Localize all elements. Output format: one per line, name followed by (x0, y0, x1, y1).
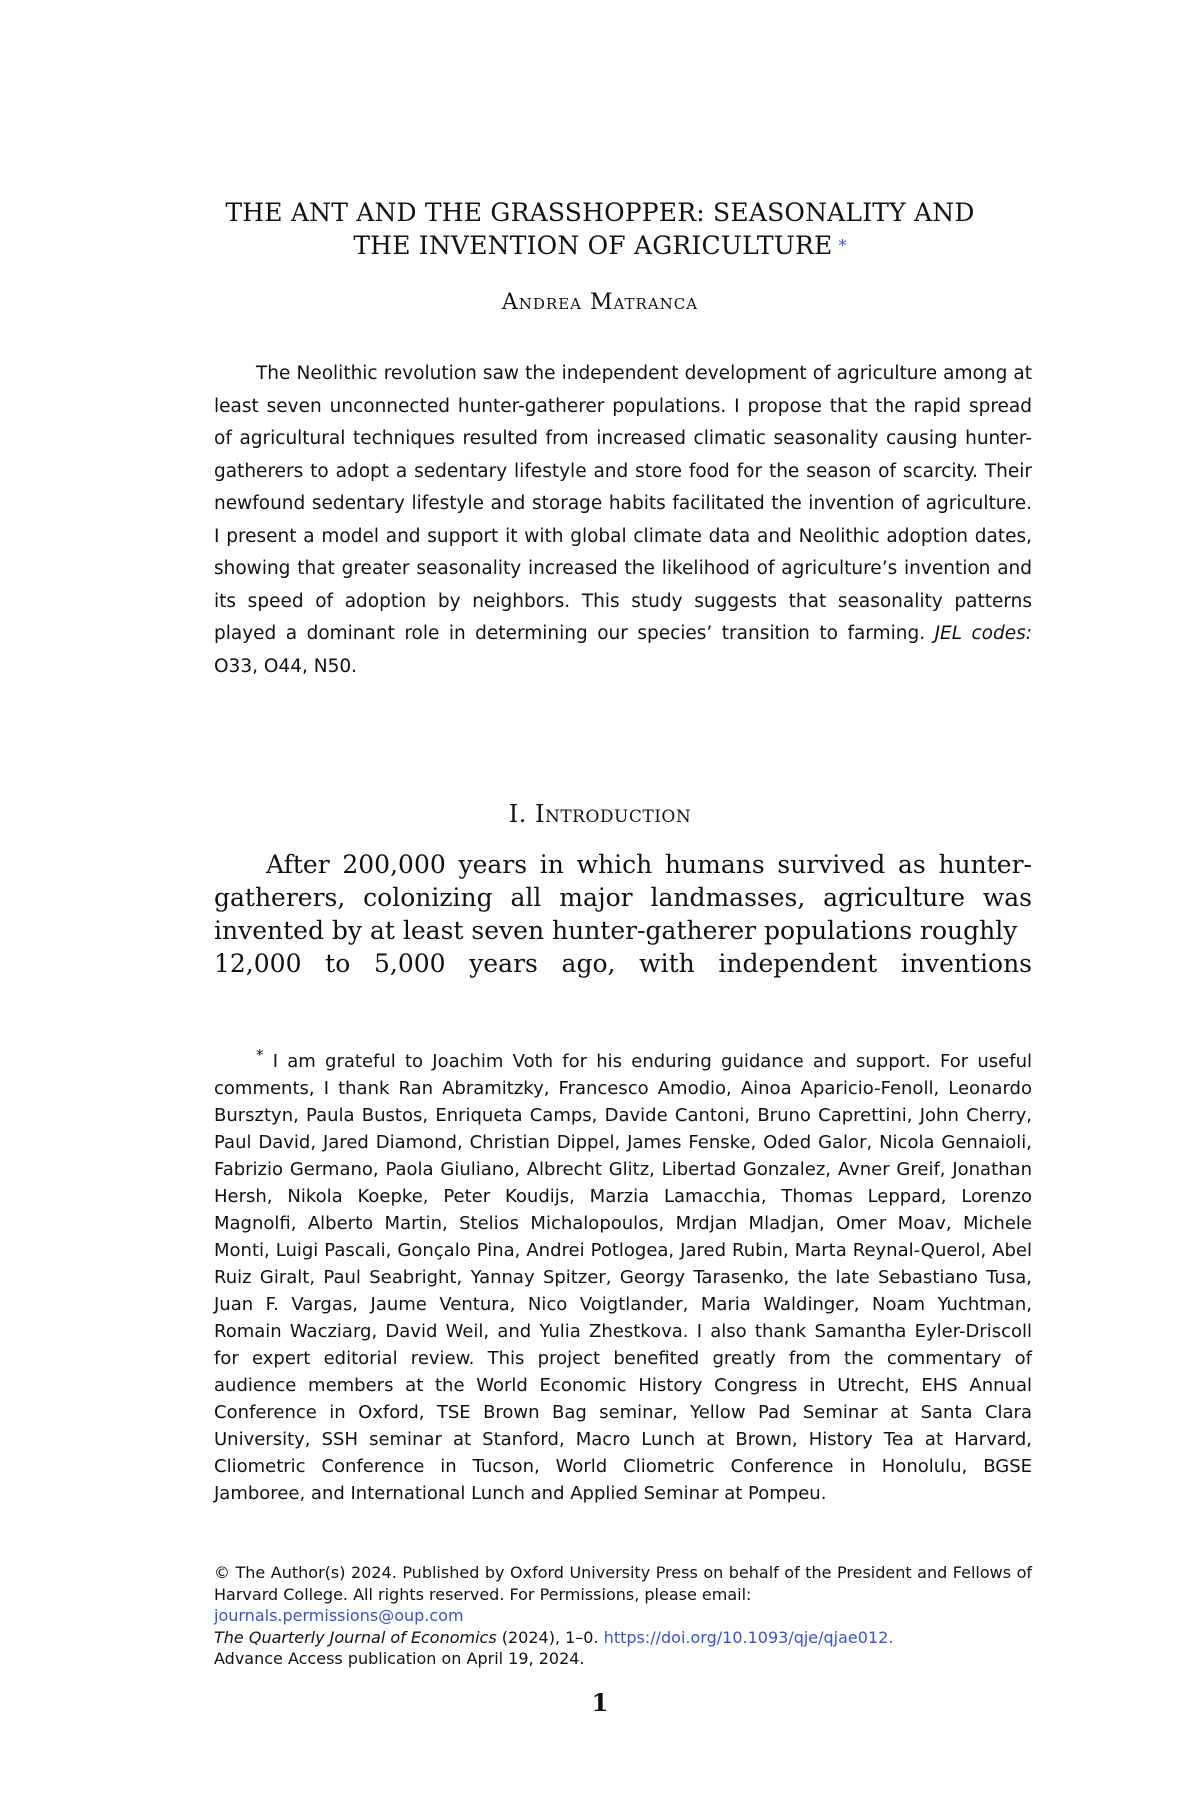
title-line-2 (180, 229, 1020, 262)
author-name: Andrea Matranca (501, 290, 699, 315)
abstract (214, 358, 1032, 683)
citation-line (214, 1627, 1032, 1649)
intro-last-line: 12,000 to 5,000 years ago, with independent inventions (214, 949, 1032, 978)
title-footnote-mark[interactable]: * (838, 236, 847, 255)
journal-name: The Quarterly Journal of Economics (214, 1627, 497, 1647)
permissions-email-link[interactable]: journals.permissions@oup.com (214, 1606, 464, 1625)
intro-paragraph (214, 848, 1032, 980)
title-line-2-text: THE INVENTION OF AGRICULTURE (353, 231, 833, 260)
advance-access-line: Advance Access publication on April 19, 2024. (214, 1649, 585, 1668)
intro-text: After 200,000 years in which humans survived as hunter-gatherers, colonizing all major landmasses, agriculture was invented by at least seven hunter-gatherer populations roughly (214, 850, 1032, 945)
jel-codes: O33, O44, N50. (214, 655, 357, 677)
acknowledgment-footnote (214, 1042, 1032, 1507)
section-heading (180, 800, 1020, 828)
abstract-text: The Neolithic revolution saw the independent development of agriculture among at least seven unconnected hunter-gatherer populations. I propose that the rapid spread of agricultural techniques resulted from increased climatic seasonality causing hunter-gatherers to adopt a sedentary lifestyle and store food for the season of scarcity. Their newfound sedentary lifestyle and storage habits facilitated the invention of agriculture. I present a model and support it with global climate data and Neolithic adoption dates, showing that greater seasonality increased the likelihood of agriculture’s invention and its speed of adoption by neighbors. This study suggests that seasonality patterns played a dominant role in determining our species’ transition to farming. (214, 363, 1032, 644)
section-title: Introduction (534, 800, 692, 828)
footnote-mark: * (256, 1046, 264, 1064)
copyright-text: © The Author(s) 2024. Published by Oxford University Press on behalf of the President and Fellows of Harvard College. All rights reserved. For Permissions, please email: (214, 1563, 1032, 1604)
title-line-1: THE ANT AND THE GRASSHOPPER: SEASONALITY AND (225, 198, 975, 227)
copyright-block (214, 1562, 1032, 1670)
paper-title (180, 196, 1020, 262)
page-number: 1 (591, 1688, 609, 1717)
footnote-text: I am grateful to Joachim Voth for his enduring guidance and support. For useful comments, I thank Ran Abramitzky, Francesco Amodio, Ainoa Aparicio-Fenoll, Leonardo Bursztyn, Paula Bustos, Enriqueta Camps, Davide Cantoni, Bruno Caprettini, John Cherry, Paul David, Jared Diamond, Christian Dippel, James Fenske, Oded Galor, Nicola Gennaioli, Fabrizio Germano, Paola Giuliano, Albrecht Glitz, Libertad Gonzalez, Avner Greif, Jonathan Hersh, Nikola Koepke, Peter Koudijs, Marzia Lamacchia, Thomas Leppard, Lorenzo Magnolfi, Alberto Martin, Stelios Michalopoulos, Mrdjan Mladjan, Omer Moav, Michele Monti, Luigi Pascali, Gonçalo Pina, Andrei Potlogea, Jared Rubin, Marta Reynal-Querol, Abel Ruiz Giralt, Paul Seabright, Yannay Spitzer, Georgy Tarasenko, the late Sebastiano Tusa, Juan F. Vargas, Jaume Ventura, Nico Voigtlander, Maria Waldinger, Noam Yuchtman, Romain Wacziarg, David Weil, and Yulia Zhestkova. I also thank Samantha Eyler-Driscoll for expert editorial review. This project benefited greatly from the commentary of audience members at the World Economic History Congress in Utrecht, EHS Annual Conference in Oxford, TSE Brown Bag seminar, Yellow Pad Seminar at Santa Clara University, SSH seminar at Stanford, Macro Lunch at Brown, History Tea at Harvard, Cliometric Conference in Tucson, World Cliometric Conference in Honolulu, BGSE Jamboree, and International Lunch and Applied Seminar at Pompeu. (214, 1051, 1032, 1504)
section-number: I. (508, 800, 527, 828)
doi-link[interactable]: https://doi.org/10.1093/qje/qjae012. (603, 1627, 894, 1647)
jel-label: JEL codes: (934, 623, 1032, 644)
citation-pages: (2024), 1–0. (501, 1627, 599, 1647)
